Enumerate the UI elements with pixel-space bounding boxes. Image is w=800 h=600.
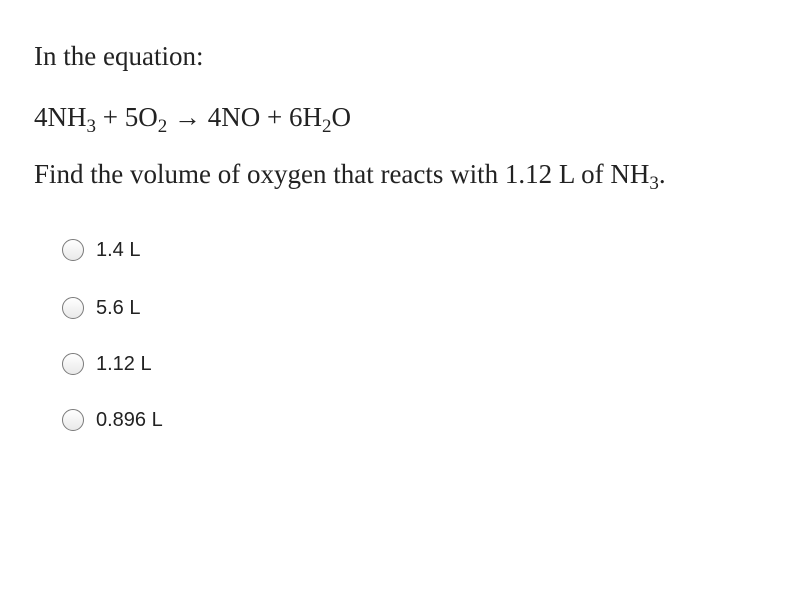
- equation-subscript: 3: [86, 116, 96, 137]
- prompt-end: .: [658, 159, 666, 189]
- answer-option[interactable]: [62, 402, 163, 438]
- answer-option[interactable]: [62, 290, 140, 326]
- prompt-text: Find the volume of oxygen that reacts with 1.12 L of NH: [34, 159, 650, 189]
- equation-subscript: 2: [321, 116, 332, 137]
- radio-button[interactable]: [62, 239, 84, 261]
- equation-part: 4NH: [34, 102, 87, 132]
- question-intro: In the equation:: [34, 41, 204, 71]
- answer-option-label: 1.12 L: [96, 352, 152, 375]
- radio-button[interactable]: [62, 353, 84, 375]
- prompt-subscript: 3: [649, 173, 659, 194]
- equation-part: + 5O: [96, 102, 158, 132]
- equation-subscript: 2: [157, 116, 168, 137]
- answer-option-label: 5.6 L: [96, 296, 141, 319]
- radio-button[interactable]: [62, 409, 84, 431]
- radio-button[interactable]: [62, 297, 84, 319]
- equation-part: O: [331, 102, 351, 132]
- answer-option-label: 0.896 L: [96, 408, 163, 431]
- equation-part: → 4NO + 6H: [167, 102, 322, 132]
- answer-option-label: 1.4 L: [96, 238, 141, 261]
- answer-option[interactable]: [62, 232, 140, 268]
- answer-option[interactable]: [62, 346, 152, 382]
- chemical-equation: [34, 99, 351, 135]
- question-prompt: [34, 156, 666, 192]
